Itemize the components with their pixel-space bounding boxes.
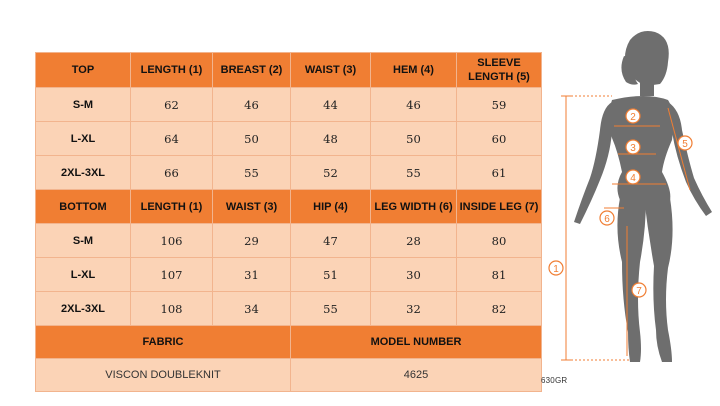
table-cell: 46: [213, 88, 291, 122]
top-header-hem: HEM (4): [371, 53, 457, 88]
footer-header-row: [36, 326, 542, 359]
marker-4-badge: [626, 170, 640, 184]
marker-5: 5: [682, 139, 688, 150]
table-cell: 64: [131, 122, 213, 156]
table-cell: 34: [213, 292, 291, 326]
marker-7-badge: [632, 283, 646, 297]
size-label: S-M: [36, 88, 131, 122]
bottom-header-length: LENGTH (1): [131, 190, 213, 224]
table-cell: 60: [457, 122, 542, 156]
table-cell: 46: [371, 88, 457, 122]
table-cell: 108: [131, 292, 213, 326]
size-label: 2XL-3XL: [36, 156, 131, 190]
table-cell: 61: [457, 156, 542, 190]
table-row: [36, 224, 542, 258]
measurement-figure: [540, 28, 720, 398]
body-silhouette: [574, 31, 712, 362]
table-cell: 66: [131, 156, 213, 190]
bottom-header-waist: WAIST (3): [213, 190, 291, 224]
size-label: L-XL: [36, 258, 131, 292]
marker-2-badge: [626, 109, 640, 123]
table-cell: 44: [291, 88, 371, 122]
table-cell: 50: [371, 122, 457, 156]
size-chart-table: [35, 52, 542, 392]
size-label: 2XL-3XL: [36, 292, 131, 326]
table-cell: 62: [131, 88, 213, 122]
top-header-label: TOP: [36, 53, 131, 88]
marker-2: 2: [630, 112, 636, 123]
marker-3: 3: [630, 143, 636, 154]
marker-4: 4: [630, 173, 636, 184]
top-header-waist: WAIST (3): [291, 53, 371, 88]
marker-1: 1: [553, 264, 559, 275]
table-cell: 107: [131, 258, 213, 292]
marker-6-badge: [600, 211, 614, 225]
marker-7: 7: [636, 286, 642, 297]
bottom-header-hip: HIP (4): [291, 190, 371, 224]
top-header-row: [36, 53, 542, 88]
size-label: S-M: [36, 224, 131, 258]
size-label: L-XL: [36, 122, 131, 156]
marker-3-badge: [626, 140, 640, 154]
bottom-header-inside-leg: INSIDE LEG (7): [457, 190, 542, 224]
table-cell: 28: [371, 224, 457, 258]
table-cell: 55: [291, 292, 371, 326]
fabric-label: FABRIC: [36, 326, 291, 359]
table-cell: 52: [291, 156, 371, 190]
table-cell: 59: [457, 88, 542, 122]
marker-6: 6: [604, 214, 610, 225]
table-cell: 80: [457, 224, 542, 258]
table-row: [36, 122, 542, 156]
product-code: 630GR: [541, 376, 568, 385]
table-cell: 82: [457, 292, 542, 326]
table-cell: 29: [213, 224, 291, 258]
table-row: [36, 258, 542, 292]
model-number-label: MODEL NUMBER: [291, 326, 542, 359]
footer-value-row: [36, 359, 542, 392]
table-cell: 48: [291, 122, 371, 156]
table-cell: 106: [131, 224, 213, 258]
table-row: [36, 292, 542, 326]
table-cell: 81: [457, 258, 542, 292]
table-cell: 31: [213, 258, 291, 292]
table-cell: 32: [371, 292, 457, 326]
table-cell: 30: [371, 258, 457, 292]
bottom-header-leg-width: LEG WIDTH (6): [371, 190, 457, 224]
table-row: [36, 88, 542, 122]
bottom-header-label: BOTTOM: [36, 190, 131, 224]
top-header-sleeve-length: SLEEVE LENGTH (5): [457, 53, 542, 88]
bottom-header-row: [36, 190, 542, 224]
marker-1-badge: [549, 261, 563, 275]
table-cell: 47: [291, 224, 371, 258]
table-cell: 50: [213, 122, 291, 156]
marker-5-badge: [678, 136, 692, 150]
fabric-value: VISCON DOUBLEKNIT: [36, 359, 291, 392]
top-header-length: LENGTH (1): [131, 53, 213, 88]
table-cell: 55: [213, 156, 291, 190]
table-row: [36, 156, 542, 190]
top-header-breast: BREAST (2): [213, 53, 291, 88]
table-cell: 51: [291, 258, 371, 292]
table-cell: 55: [371, 156, 457, 190]
model-number-value: 4625: [291, 359, 542, 392]
